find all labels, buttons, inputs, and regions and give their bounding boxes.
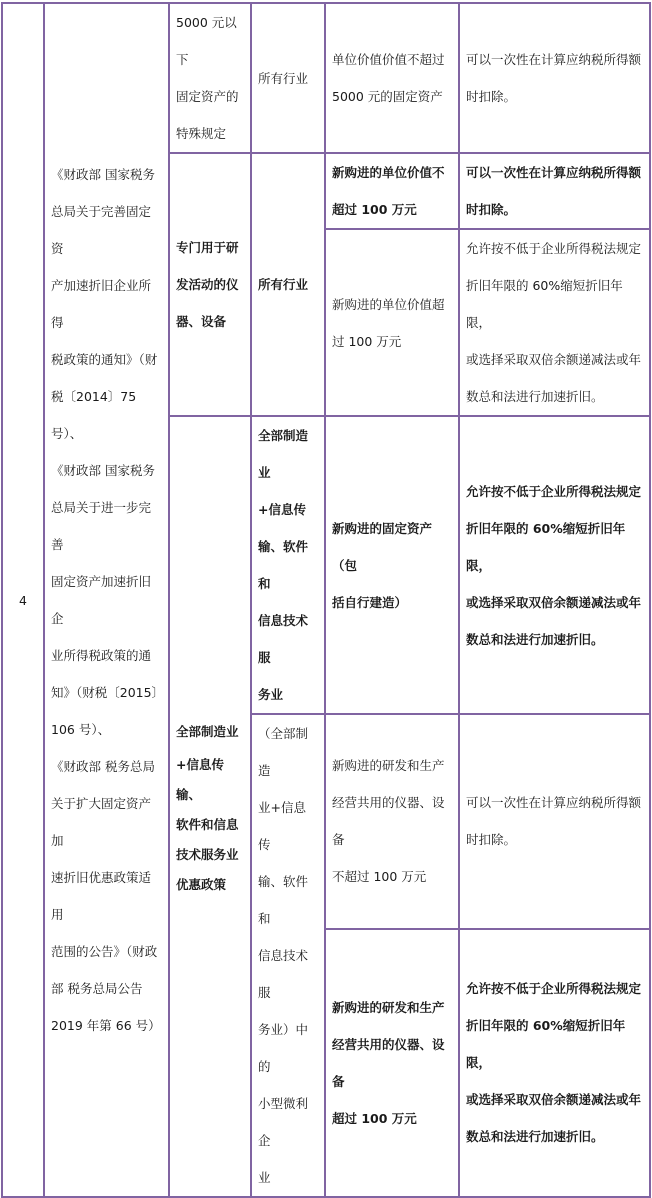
treatment-line: 数总和法进行加速折旧。 — [466, 1129, 604, 1145]
treatment-line: 数总和法进行加速折旧。 — [466, 389, 604, 404]
category-line: 软件和信息 — [176, 817, 239, 832]
treatment-line: 可以一次性在计算应纳税所得额 — [466, 52, 642, 67]
policy-line: 《财政部 国家税务 — [51, 463, 155, 478]
industry-line: 务业 — [258, 687, 284, 702]
scope-line: 超过 100 万元 — [332, 1110, 417, 1126]
treatment-cell — [459, 3, 650, 153]
policy-line: 2019 年第 66 号） — [51, 1018, 161, 1033]
category-cell — [169, 3, 251, 153]
scope-line: 经营共用的仪器、设备 — [332, 795, 445, 848]
industry-line: 信息技术服 — [258, 948, 309, 1000]
category-line: 器、设备 — [176, 314, 227, 329]
treatment-line: 可以一次性在计算应纳税所得额 — [466, 165, 642, 180]
industry-line: 务业）中的 — [258, 1022, 309, 1074]
industry-cell: 所有行业 — [251, 3, 325, 153]
category-cell — [169, 153, 251, 416]
treatment-line: 时扣除。 — [466, 89, 517, 104]
scope-line: 单位价值价值不超过 — [332, 52, 445, 67]
treatment-line: 或选择采取双倍余额递减法或年 — [466, 352, 642, 367]
scope-line: 5000 元的固定资产 — [332, 89, 443, 104]
scope-cell — [325, 229, 459, 416]
row-number-cell: 4 — [2, 3, 44, 1197]
industry-cell — [251, 714, 325, 1197]
policy-line: 税政策的通知》（财 — [51, 352, 158, 367]
industry-cell — [251, 416, 325, 714]
treatment-cell — [459, 229, 650, 416]
treatment-line: 时扣除。 — [466, 832, 517, 848]
table-row — [2, 3, 650, 153]
scope-cell — [325, 416, 459, 714]
policy-line: 范围的公告》（财政 — [51, 944, 158, 959]
category-line: 特殊规定 — [176, 126, 227, 141]
policy-line: 106 号）、 — [51, 722, 111, 737]
industry-line: 全部制造业 — [258, 428, 309, 480]
scope-line: 新购进的单位价值超 — [332, 296, 445, 312]
policy-line: 总局关于完善固定资 — [51, 204, 152, 256]
treatment-line: 或选择采取双倍余额递减法或年 — [466, 1092, 642, 1108]
policy-line: 知》（财税〔2015〕 — [51, 685, 165, 700]
treatment-line: 允许按不低于企业所得税法规定 — [466, 981, 642, 997]
category-line: 固定资产的 — [176, 89, 239, 104]
treatment-cell — [459, 416, 650, 714]
treatment-line: 时扣除。 — [466, 202, 517, 217]
treatment-line: 数总和法进行加速折旧。 — [466, 631, 604, 647]
treatment-line: 允许按不低于企业所得税法规定 — [466, 483, 642, 499]
policy-line: 《财政部 税务总局 — [51, 759, 155, 774]
scope-line: 不超过 100 万元 — [332, 869, 427, 885]
treatment-line: 折旧年限的 60%缩短折旧年限， — [466, 520, 626, 573]
category-line: 专门用于研 — [176, 240, 239, 255]
industry-line: 输、软件和 — [258, 874, 309, 926]
scope-line: 新购进的固定资产（包 — [332, 520, 433, 573]
scope-line: 超过 100 万元 — [332, 202, 417, 217]
policy-line: 部 税务总局公告 — [51, 981, 143, 996]
policy-documents-cell — [44, 3, 169, 1197]
treatment-cell — [459, 153, 650, 229]
policy-line: 产加速折旧企业所得 — [51, 278, 152, 330]
industry-line: （全部制造 — [258, 726, 309, 778]
scope-cell — [325, 929, 459, 1197]
treatment-cell — [459, 714, 650, 929]
scope-line: 新购进的研发和生产 — [332, 758, 445, 774]
scope-line: 过 100 万元 — [332, 333, 402, 349]
scope-cell — [325, 153, 459, 229]
industry-line: +信息传 — [258, 502, 306, 517]
category-line: +信息传输、 — [176, 757, 224, 802]
scope-line: 经营共用的仪器、设备 — [332, 1036, 445, 1089]
industry-line: 业 — [258, 1170, 271, 1185]
category-line: 优惠政策 — [176, 877, 227, 892]
treatment-line: 折旧年限的 60%缩短折旧年限， — [466, 1018, 626, 1071]
category-cell — [169, 416, 251, 1197]
treatment-line: 或选择采取双倍余额递减法或年 — [466, 594, 642, 610]
industry-cell: 所有行业 — [251, 153, 325, 416]
policy-line: 总局关于进一步完善 — [51, 500, 152, 552]
category-line: 发活动的仪 — [176, 277, 239, 292]
treatment-line: 可以一次性在计算应纳税所得额 — [466, 795, 642, 811]
treatment-line: 允许按不低于企业所得税法规定 — [466, 241, 642, 256]
scope-line: 括自行建造） — [332, 594, 408, 610]
category-line: 5000 元以下 — [176, 15, 237, 67]
industry-line: 信息技术服 — [258, 613, 309, 665]
scope-cell — [325, 3, 459, 153]
tax-policy-table — [1, 2, 651, 1198]
treatment-cell — [459, 929, 650, 1197]
scope-line: 新购进的研发和生产 — [332, 999, 445, 1015]
policy-line: 固定资产加速折旧企 — [51, 574, 152, 626]
scope-cell — [325, 714, 459, 929]
policy-line: 关于扩大固定资产加 — [51, 796, 152, 848]
policy-line: 税〔2014〕75 号）、 — [51, 389, 137, 441]
category-line: 全部制造业 — [176, 724, 239, 739]
policy-line: 业所得税政策的通 — [51, 648, 152, 663]
treatment-line: 折旧年限的 60%缩短折旧年限， — [466, 278, 623, 330]
policy-line: 速折旧优惠政策适用 — [51, 870, 152, 922]
category-line: 技术服务业 — [176, 847, 239, 862]
scope-line: 新购进的单位价值不 — [332, 165, 445, 180]
industry-line: 小型微利企 — [258, 1096, 309, 1148]
industry-line: 输、软件和 — [258, 539, 309, 591]
industry-line: 业+信息传 — [258, 800, 306, 852]
policy-line: 《财政部 国家税务 — [51, 167, 155, 182]
